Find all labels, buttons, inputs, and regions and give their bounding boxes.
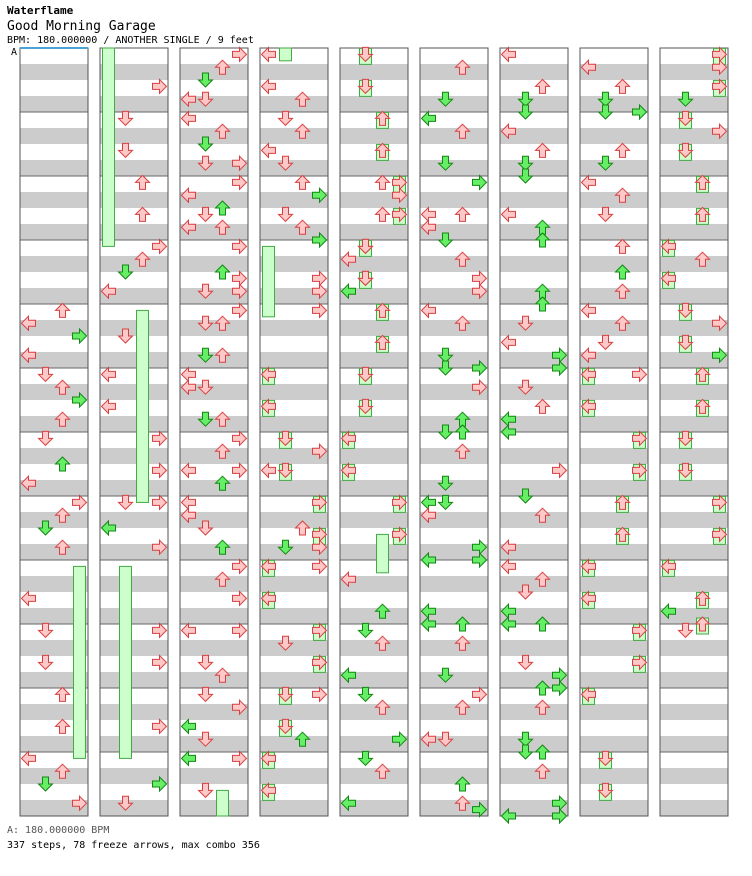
row-band <box>500 704 568 720</box>
row-band <box>340 368 408 384</box>
row-band <box>580 80 648 96</box>
row-band <box>340 640 408 656</box>
row-band <box>20 784 88 800</box>
row-band <box>20 112 88 128</box>
row-band <box>180 784 248 800</box>
row-band <box>180 448 248 464</box>
row-band <box>500 320 568 336</box>
row-band <box>260 704 328 720</box>
row-band <box>340 160 408 176</box>
row-band <box>500 64 568 80</box>
row-band <box>340 352 408 368</box>
row-band <box>260 640 328 656</box>
row-band <box>180 320 248 336</box>
row-band <box>260 800 328 816</box>
row-band <box>420 528 488 544</box>
row-band <box>20 48 88 64</box>
row-band <box>100 304 168 320</box>
row-band <box>20 176 88 192</box>
freeze-body <box>103 48 115 246</box>
row-band <box>580 480 648 496</box>
row-band <box>500 96 568 112</box>
bpm-marker-label: A <box>11 47 18 58</box>
row-band <box>20 368 88 384</box>
row-band <box>660 512 728 528</box>
row-band <box>420 432 488 448</box>
row-band <box>420 576 488 592</box>
row-band <box>180 64 248 80</box>
row-band <box>260 96 328 112</box>
row-band <box>260 736 328 752</box>
row-band <box>420 448 488 464</box>
row-band <box>660 464 728 480</box>
row-band <box>580 800 648 816</box>
row-band <box>500 144 568 160</box>
row-band <box>340 240 408 256</box>
row-band <box>340 608 408 624</box>
row-band <box>20 512 88 528</box>
row-band <box>100 416 168 432</box>
row-band <box>20 144 88 160</box>
row-band <box>340 48 408 64</box>
row-band <box>340 704 408 720</box>
row-band <box>260 672 328 688</box>
row-band <box>180 656 248 672</box>
row-band <box>20 240 88 256</box>
row-band <box>500 656 568 672</box>
row-band <box>180 144 248 160</box>
row-band <box>660 480 728 496</box>
row-band <box>180 544 248 560</box>
row-band <box>100 704 168 720</box>
row-band <box>260 176 328 192</box>
row-band <box>580 768 648 784</box>
row-band <box>100 752 168 768</box>
row-band <box>180 336 248 352</box>
row-band <box>580 224 648 240</box>
row-band <box>100 688 168 704</box>
row-band <box>260 576 328 592</box>
row-band <box>340 400 408 416</box>
row-band <box>660 176 728 192</box>
row-band <box>20 768 88 784</box>
row-band <box>260 160 328 176</box>
row-band <box>420 160 488 176</box>
row-band <box>580 512 648 528</box>
row-band <box>580 528 648 544</box>
freeze-body <box>137 310 149 502</box>
row-band <box>260 64 328 80</box>
row-band <box>660 192 728 208</box>
row-band <box>420 720 488 736</box>
row-band <box>20 80 88 96</box>
row-band <box>20 304 88 320</box>
row-band <box>340 128 408 144</box>
row-band <box>260 352 328 368</box>
row-band <box>20 192 88 208</box>
row-band <box>580 192 648 208</box>
row-band <box>420 400 488 416</box>
row-band <box>500 80 568 96</box>
row-band <box>500 752 568 768</box>
row-band <box>420 192 488 208</box>
row-band <box>20 208 88 224</box>
row-band <box>100 480 168 496</box>
row-band <box>580 448 648 464</box>
row-band <box>180 400 248 416</box>
row-band <box>660 96 728 112</box>
row-band <box>180 80 248 96</box>
row-band <box>660 224 728 240</box>
row-band <box>340 272 408 288</box>
row-band <box>100 640 168 656</box>
row-band <box>340 320 408 336</box>
row-band <box>660 144 728 160</box>
row-band <box>660 656 728 672</box>
row-band <box>100 448 168 464</box>
row-band <box>500 224 568 240</box>
row-band <box>420 416 488 432</box>
row-band <box>580 288 648 304</box>
row-band <box>420 480 488 496</box>
row-band <box>500 304 568 320</box>
row-band <box>500 768 568 784</box>
row-band <box>340 224 408 240</box>
row-band <box>580 160 648 176</box>
row-band <box>100 672 168 688</box>
row-band <box>180 768 248 784</box>
row-band <box>500 400 568 416</box>
row-band <box>340 512 408 528</box>
row-band <box>660 752 728 768</box>
row-band <box>660 736 728 752</box>
row-band <box>20 544 88 560</box>
row-band <box>580 208 648 224</box>
row-band <box>260 480 328 496</box>
row-band <box>180 800 248 816</box>
row-band <box>180 416 248 432</box>
row-band <box>660 304 728 320</box>
row-band <box>420 336 488 352</box>
row-band <box>500 272 568 288</box>
row-band <box>580 720 648 736</box>
step-stats: 337 steps, 78 freeze arrows, max combo 356 <box>7 840 260 851</box>
row-band <box>660 592 728 608</box>
row-band <box>20 256 88 272</box>
row-band <box>660 288 728 304</box>
row-band <box>100 576 168 592</box>
row-band <box>340 752 408 768</box>
row-band <box>340 64 408 80</box>
row-band <box>500 512 568 528</box>
row-band <box>180 352 248 368</box>
row-band <box>340 560 408 576</box>
row-band <box>580 640 648 656</box>
row-band <box>500 384 568 400</box>
row-band <box>500 192 568 208</box>
row-band <box>660 448 728 464</box>
row-band <box>100 592 168 608</box>
artist-name: Waterflame <box>7 4 74 17</box>
row-band <box>580 256 648 272</box>
row-band <box>660 576 728 592</box>
row-band <box>660 784 728 800</box>
row-band <box>660 640 728 656</box>
row-band <box>20 224 88 240</box>
row-band <box>340 448 408 464</box>
row-band <box>100 608 168 624</box>
row-band <box>500 240 568 256</box>
freeze-body <box>120 566 132 758</box>
row-band <box>580 144 648 160</box>
row-band <box>420 256 488 272</box>
song-title: Good Morning Garage <box>7 19 156 34</box>
row-band <box>340 304 408 320</box>
row-band <box>660 368 728 384</box>
row-band <box>340 544 408 560</box>
row-band <box>580 752 648 768</box>
row-band <box>180 256 248 272</box>
row-band <box>580 704 648 720</box>
row-band <box>580 384 648 400</box>
row-band <box>20 528 88 544</box>
row-band <box>260 432 328 448</box>
chart-info: BPM: 180.000000 / ANOTHER SINGLE / 9 feet <box>7 35 254 46</box>
row-band <box>660 416 728 432</box>
row-band <box>340 784 408 800</box>
row-band <box>500 288 568 304</box>
row-band <box>580 320 648 336</box>
row-band <box>340 96 408 112</box>
row-band <box>580 416 648 432</box>
row-band <box>340 688 408 704</box>
row-band <box>420 80 488 96</box>
row-band <box>100 336 168 352</box>
row-band <box>180 608 248 624</box>
row-band <box>260 112 328 128</box>
row-band <box>420 128 488 144</box>
row-band <box>660 336 728 352</box>
row-band <box>420 96 488 112</box>
row-band <box>260 128 328 144</box>
row-band <box>580 48 648 64</box>
row-band <box>500 448 568 464</box>
row-band <box>420 672 488 688</box>
row-band <box>580 672 648 688</box>
row-band <box>20 416 88 432</box>
row-band <box>660 672 728 688</box>
row-band <box>340 592 408 608</box>
freeze-body <box>217 790 229 816</box>
row-band <box>340 112 408 128</box>
row-band <box>420 64 488 80</box>
row-band <box>660 624 728 640</box>
row-band <box>500 640 568 656</box>
row-band <box>580 496 648 512</box>
row-band <box>20 448 88 464</box>
row-band <box>660 112 728 128</box>
row-band <box>100 736 168 752</box>
row-band <box>20 160 88 176</box>
row-band <box>500 592 568 608</box>
row-band <box>340 656 408 672</box>
row-band <box>20 432 88 448</box>
row-band <box>580 272 648 288</box>
row-band <box>580 784 648 800</box>
row-band <box>500 784 568 800</box>
row-band <box>260 384 328 400</box>
row-band <box>340 384 408 400</box>
row-band <box>580 608 648 624</box>
row-band <box>420 320 488 336</box>
row-band <box>260 416 328 432</box>
row-band <box>20 128 88 144</box>
row-band <box>260 720 328 736</box>
row-band <box>180 208 248 224</box>
bpm-summary: A: 180.000000 BPM <box>7 825 110 836</box>
row-band <box>420 48 488 64</box>
freeze-body <box>74 566 86 758</box>
row-band <box>420 752 488 768</box>
row-band <box>580 736 648 752</box>
row-band <box>340 624 408 640</box>
freeze-body <box>280 48 292 61</box>
row-band <box>580 544 648 560</box>
row-band <box>580 240 648 256</box>
row-band <box>20 64 88 80</box>
row-band <box>420 640 488 656</box>
row-band <box>500 256 568 272</box>
row-band <box>500 480 568 496</box>
row-band <box>580 128 648 144</box>
row-band <box>420 464 488 480</box>
row-band <box>180 528 248 544</box>
row-band <box>100 256 168 272</box>
row-band <box>500 528 568 544</box>
row-band <box>340 144 408 160</box>
row-band <box>500 736 568 752</box>
row-band <box>580 336 648 352</box>
row-band <box>340 336 408 352</box>
row-band <box>100 384 168 400</box>
row-band <box>340 720 408 736</box>
row-band <box>260 208 328 224</box>
row-band <box>340 416 408 432</box>
row-band <box>420 144 488 160</box>
row-band <box>580 576 648 592</box>
row-band <box>100 352 168 368</box>
row-band <box>180 736 248 752</box>
row-band <box>20 288 88 304</box>
row-band <box>500 720 568 736</box>
row-band <box>660 544 728 560</box>
row-band <box>100 560 168 576</box>
row-band <box>20 96 88 112</box>
row-band <box>660 160 728 176</box>
row-band <box>180 480 248 496</box>
row-band <box>100 800 168 816</box>
row-band <box>660 720 728 736</box>
row-band <box>180 672 248 688</box>
row-band <box>660 208 728 224</box>
row-band <box>100 320 168 336</box>
row-band <box>660 400 728 416</box>
row-band <box>420 240 488 256</box>
row-band <box>260 512 328 528</box>
row-band <box>660 688 728 704</box>
row-band <box>180 576 248 592</box>
freeze-body <box>263 246 275 316</box>
row-band <box>260 768 328 784</box>
row-band <box>260 608 328 624</box>
row-band <box>20 272 88 288</box>
row-band <box>660 768 728 784</box>
row-band <box>500 112 568 128</box>
row-band <box>260 336 328 352</box>
row-band <box>20 464 88 480</box>
row-band <box>500 576 568 592</box>
row-band <box>420 768 488 784</box>
row-band <box>100 272 168 288</box>
row-band <box>660 800 728 816</box>
row-band <box>660 432 728 448</box>
freeze-body <box>377 534 389 572</box>
row-band <box>420 704 488 720</box>
row-band <box>260 320 328 336</box>
row-band <box>180 128 248 144</box>
row-band <box>660 384 728 400</box>
row-band <box>500 160 568 176</box>
row-band <box>180 688 248 704</box>
row-band <box>660 704 728 720</box>
row-band <box>500 496 568 512</box>
row-band <box>660 256 728 272</box>
row-band <box>420 592 488 608</box>
row-band <box>420 656 488 672</box>
row-band <box>180 640 248 656</box>
row-band <box>500 176 568 192</box>
row-band <box>340 480 408 496</box>
row-band <box>420 784 488 800</box>
row-band <box>340 80 408 96</box>
row-band <box>340 768 408 784</box>
